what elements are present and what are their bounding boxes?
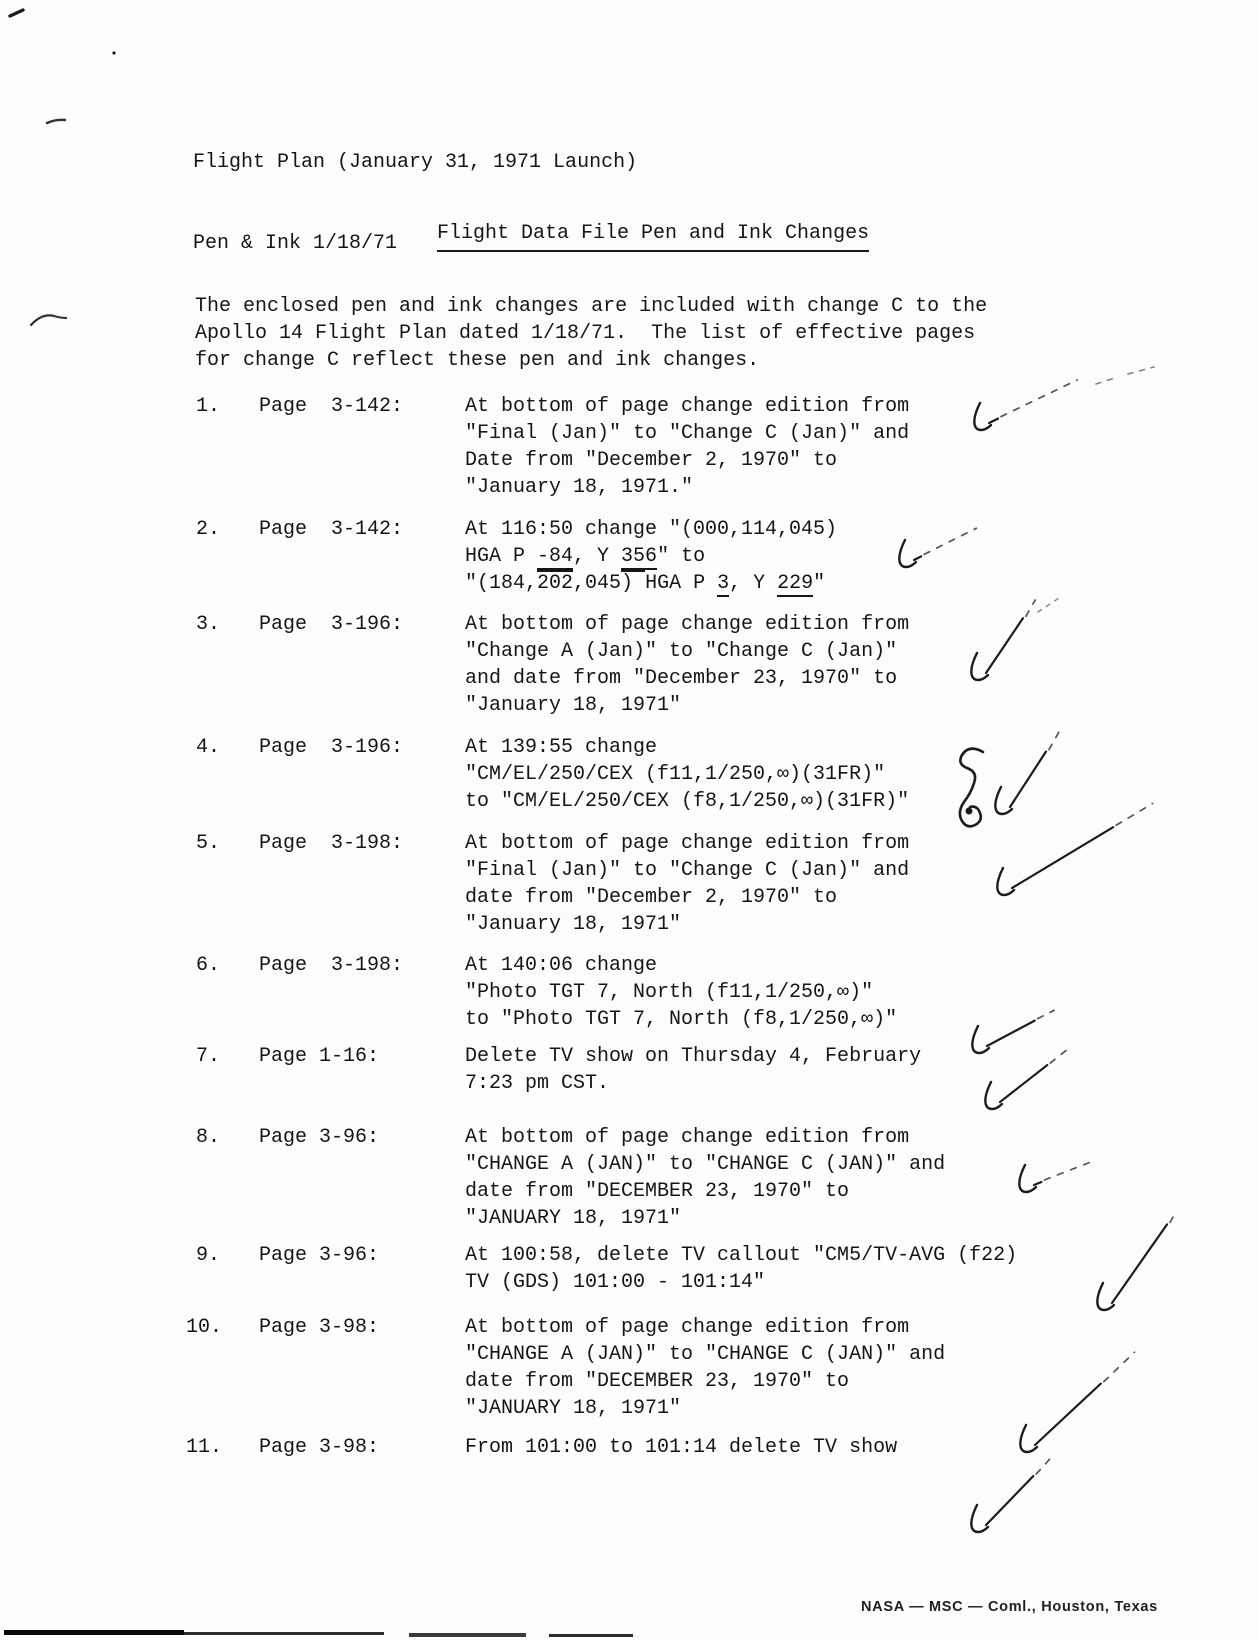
margin-dot [112, 51, 115, 54]
margin-mark [47, 120, 65, 123]
item-description [465, 1043, 921, 1097]
checkmark-icon [1010, 752, 1046, 807]
checkmark-icon [971, 1505, 988, 1532]
description-line: "January 18, 1971." [465, 476, 694, 499]
description-line: to "Photo TGT 7, North (f8,1/250,∞)" [465, 1008, 898, 1031]
checkmark-icon [986, 1476, 1033, 1525]
checkmark-icon [985, 1082, 1002, 1109]
description-line: "Final (Jan)" to "Change C (Jan)" and [465, 422, 910, 445]
item-page-ref: Page 3-96: [259, 1244, 380, 1267]
description-line: "January 18, 1971" [465, 694, 682, 717]
checkmark-icon [1036, 1457, 1051, 1474]
checkmark-icon [1049, 730, 1060, 750]
item-description [465, 1124, 945, 1232]
intro-paragraph [195, 293, 987, 374]
description-line: date from "DECEMBER 23, 1970" to [465, 1370, 850, 1393]
item-number: 6. [196, 954, 221, 977]
description-line: At 139:55 change [465, 736, 658, 759]
scan-edge-bar [409, 1633, 526, 1637]
description-line: to "CM/EL/250/CEX (f8,1/250,∞)(31FR)" [465, 790, 910, 813]
checkmark-icon [1020, 1425, 1037, 1452]
scan-edge-bar [549, 1634, 633, 1637]
checkmark-icon [987, 1021, 1035, 1046]
item-number: 7. [196, 1045, 221, 1068]
item-page-ref: Page 3-198: [259, 954, 404, 977]
item-number: 11. [186, 1436, 223, 1459]
checkmark-icon [914, 556, 921, 560]
scan-edge-bar [184, 1632, 384, 1635]
intro-line: Apollo 14 Flight Plan dated 1/18/71. The list of effective pages [195, 322, 976, 345]
description-line: At bottom of page change edition from [465, 1126, 910, 1149]
item-number: 1. [196, 395, 221, 418]
item-description [465, 952, 897, 1033]
checkmark-icon [899, 540, 916, 567]
item-description [465, 393, 909, 501]
item-page-ref: Page 3-142: [259, 518, 404, 541]
item-description [465, 734, 909, 815]
ink-blot [966, 808, 973, 815]
item-number: 4. [196, 736, 221, 759]
checkmark-icon [971, 653, 988, 680]
checkmark-icon [974, 403, 991, 430]
description-line: Delete TV show on Thursday 4, February [465, 1045, 922, 1068]
item-number: 2. [196, 518, 221, 541]
checkmark-icon [995, 787, 1012, 814]
footer-imprint: NASA — MSC — Coml., Houston, Texas [861, 1599, 1158, 1615]
checkmark-icon [1050, 1049, 1067, 1063]
checkmark-icon [1116, 804, 1152, 826]
margin-mark [10, 10, 23, 16]
description-line: "CHANGE A (JAN)" to "CHANGE C (JAN)" and [465, 1153, 946, 1176]
item-description [465, 830, 909, 938]
description-line: "January 18, 1971" [465, 913, 682, 936]
page-title: Flight Data File Pen and Ink Changes [437, 220, 869, 252]
item-page-ref: Page 3-196: [259, 736, 404, 759]
checkmark-icon [1019, 1165, 1036, 1192]
description-line: "(184,202,045) HGA P 3, Y 229" [465, 572, 826, 595]
item-number: 3. [196, 613, 221, 636]
item-description [465, 611, 909, 719]
description-line: date from "December 2, 1970" to [465, 886, 838, 909]
item-number: 5. [196, 832, 221, 855]
margin-mark [31, 315, 66, 325]
checkmark-icon [1000, 1065, 1047, 1102]
checkmark-icon [972, 1026, 989, 1053]
checkmark-icon [1112, 1224, 1167, 1303]
description-line: "Change A (Jan)" to "Change C (Jan)" [465, 640, 898, 663]
checkmark-icon [1034, 1182, 1041, 1185]
description-line: At bottom of page change edition from [465, 613, 910, 636]
intro-line: The enclosed pen and ink changes are included with change C to the [195, 295, 988, 318]
item-page-ref: Page 3-198: [259, 832, 404, 855]
description-line: "Final (Jan)" to "Change C (Jan)" and [465, 859, 910, 882]
checkmark-icon [989, 419, 998, 423]
item-number: 9. [196, 1244, 221, 1267]
checkmark-icon [1038, 1010, 1054, 1018]
checkmark-icon [997, 868, 1014, 895]
header-line-flight-plan: Flight Plan (January 31, 1971 Launch) [193, 151, 638, 174]
description-line: At bottom of page change edition from [465, 395, 910, 418]
checkmark-icon [924, 528, 976, 554]
item-page-ref: Page 3-196: [259, 613, 404, 636]
checkmark-icon [1097, 1283, 1114, 1310]
description-line: "Photo TGT 7, North (f11,1/250,∞)" [465, 981, 874, 1004]
item-page-ref: Page 3-142: [259, 395, 404, 418]
item-description [465, 516, 837, 597]
description-line: "JANUARY 18, 1971" [465, 1207, 682, 1230]
description-line: Date from "December 2, 1970" to [465, 449, 838, 472]
item-number: 10. [186, 1316, 223, 1339]
item-description [465, 1242, 1017, 1296]
item-page-ref: Page 3-96: [259, 1126, 380, 1149]
checkmark-icon [1044, 1160, 1095, 1180]
description-line: "CM/EL/250/CEX (f11,1/250,∞)(31FR)" [465, 763, 886, 786]
description-line: date from "DECEMBER 23, 1970" to [465, 1180, 850, 1203]
description-line: TV (GDS) 101:00 - 101:14" [465, 1271, 766, 1294]
description-line: 7:23 pm CST. [465, 1072, 610, 1095]
description-line: At 116:50 change "(000,114,045) [465, 518, 838, 541]
faint-ink-stroke [1096, 367, 1154, 384]
checkmark-icon [1104, 1352, 1135, 1381]
description-line: At 100:58, delete TV callout "CM5/TV-AVG (f22) [465, 1244, 1018, 1267]
item-page-ref: Page 3-98: [259, 1316, 380, 1339]
document-header [193, 95, 637, 311]
handwritten-squiggle [960, 749, 983, 827]
description-line: At 140:06 change [465, 954, 658, 977]
checkmark-icon [986, 618, 1023, 673]
description-line: At bottom of page change edition from [465, 832, 910, 855]
description-line: "JANUARY 18, 1971" [465, 1397, 682, 1420]
description-line: "CHANGE A (JAN)" to "CHANGE C (JAN)" and [465, 1343, 946, 1366]
description-line: and date from "December 23, 1970" to [465, 667, 898, 690]
checkmark-icon [1170, 1211, 1176, 1222]
item-page-ref: Page 1-16: [259, 1045, 380, 1068]
header-line-pen-ink-date: Pen & Ink 1/18/71 [193, 232, 398, 255]
checkmark-icon [1035, 1384, 1101, 1445]
checkmark-icon [1026, 600, 1035, 616]
description-line: At bottom of page change edition from [465, 1316, 910, 1339]
description-line: From 101:00 to 101:14 delete TV show [465, 1436, 898, 1459]
item-page-ref: Page 3-98: [259, 1436, 380, 1459]
scan-edge-bar [4, 1630, 184, 1635]
item-number: 8. [196, 1126, 221, 1149]
faint-ink-stroke [1038, 596, 1062, 612]
item-description [465, 1314, 945, 1422]
item-description [465, 1434, 897, 1461]
checkmark-icon [1001, 380, 1077, 417]
description-line: HGA P -84, Y 356" to [465, 545, 706, 568]
intro-line: for change C reflect these pen and ink changes. [195, 349, 760, 372]
checkmark-icon [1012, 827, 1113, 888]
